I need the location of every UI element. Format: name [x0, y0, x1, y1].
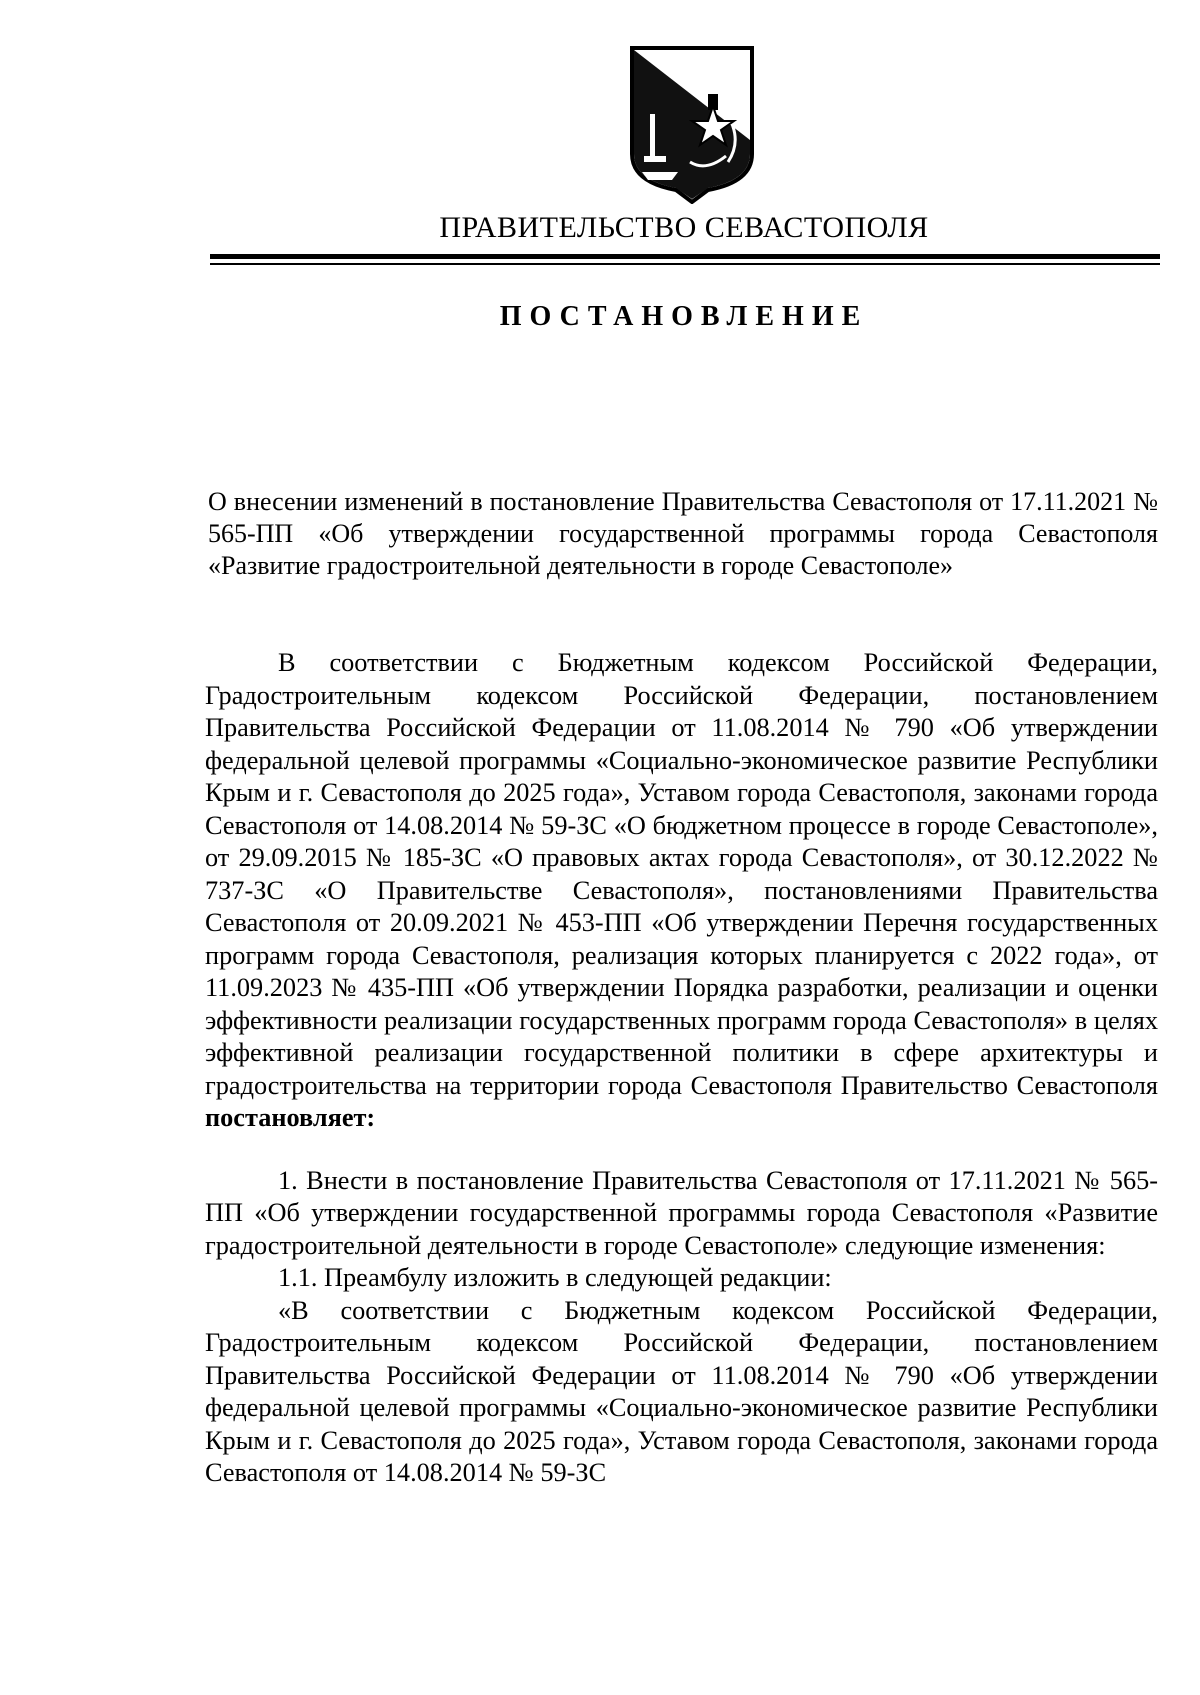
header-rule-thin	[210, 263, 1160, 265]
header-rule-thick	[210, 254, 1160, 259]
document-subject: О внесении изменений в постановление Правительства Севастополя от 17.11.2021 № 565-ПП «Об утверждении государственной программы города Севастополя «Развитие градостроительной деятельности в городе Севастополе»	[208, 487, 1158, 580]
sevastopol-coat-of-arms-icon	[628, 44, 756, 204]
document-type: ПОСТАНОВЛЕНИЕ	[499, 301, 869, 332]
item-1-paragraph: 1. Внести в постановление Правительства Севастополя от 17.11.2021 № 565-ПП «Об утверждении государственной программы города Севастополя «Развитие градостроительной деятельности в городе Севастополе» следующие изменения:	[205, 1165, 1158, 1260]
preamble-text: В соответствии с Бюджетным кодексом Российской Федерации, Градостроительным кодексом Российской Федерации, постановлением Правительства Российской Федерации от 11.08.2014 № 790 «Об утверждении федеральной целевой программы «Социально-экономическое развитие Республики Крым и г. Севастополя до 2025 года», Уставом города Севастополя, законами города Севастополя от 14.08.2014 № 59-ЗС «О бюджетном процессе в городе Севастополе», от 29.09.2015 № 185-ЗС «О правовых актах города Севастополя», от 30.12.2022 № 737-ЗС «О Правительстве Севастополя», постановлениями Правительства Севастополя от 20.09.2021 № 453-ПП «Об утверждении Перечня государственных программ города Севастополя, реализация которых планируется с 2022 года», от 11.09.2023 № 435-ПП «Об утверждении Порядка разработки, реализации и оценки эффективности реализации государственных программ города Севастополя» в целях эффективной реализации государственной политики в сфере архитектуры и градостроительства на территории города Севастополя Правительство Севастополя	[205, 648, 1158, 1100]
preamble-paragraph	[205, 647, 1158, 1135]
item-1-1-paragraph: 1.1. Преамбулу изложить в следующей редакции:	[278, 1263, 832, 1292]
organization-title: ПРАВИТЕЛЬСТВО СЕВАСТОПОЛЯ	[439, 211, 929, 244]
document-body	[205, 647, 1158, 1490]
resolves-word: постановляет:	[205, 1103, 376, 1132]
new-preamble-paragraph: «В соответствии с Бюджетным кодексом Российской Федерации, Градостроительным кодексом Российской Федерации, постановлением Правительства Российской Федерации от 11.08.2014 № 790 «Об утверждении федеральной целевой программы «Социально-экономическое развитие Республики Крым и г. Севастополя до 2025 года», Уставом города Севастополя, законами города Севастополя от 14.08.2014 № 59-ЗС	[205, 1295, 1158, 1487]
